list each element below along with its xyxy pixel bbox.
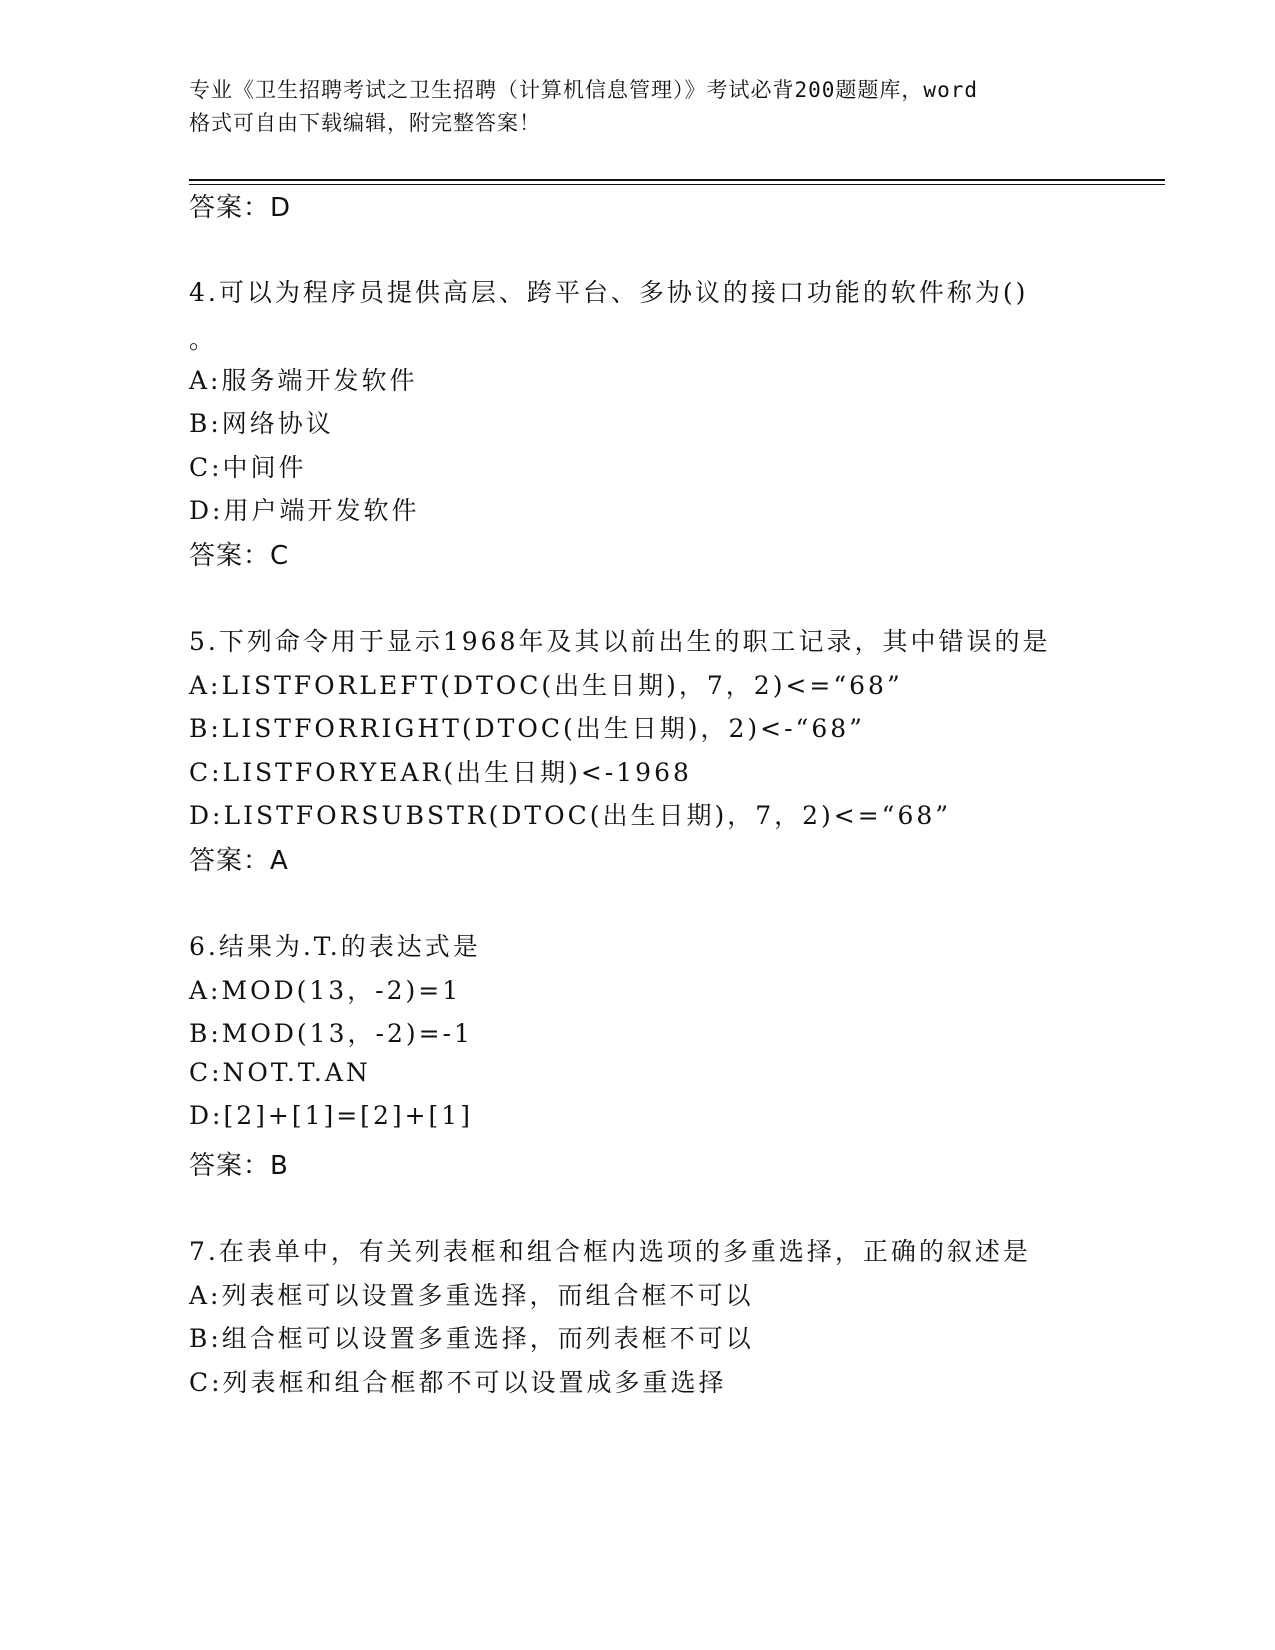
- q4-stem: 4.可以为程序员提供高层、跨平台、多协议的接口功能的软件称为(): [189, 278, 1029, 307]
- q7-option-b: B:组合框可以设置多重选择，而列表框不可以: [189, 1324, 754, 1353]
- q6-option-a: A:MOD(13，-2)=1: [189, 976, 462, 1005]
- header-line-2: 格式可自由下载编辑，附完整答案！: [189, 111, 541, 135]
- q4-option-a: A:服务端开发软件: [189, 366, 418, 395]
- header-rule-thin: [189, 184, 1165, 185]
- header-rule-thick: [189, 179, 1165, 181]
- q7-option-a: A:列表框可以设置多重选择，而组合框不可以: [189, 1281, 754, 1310]
- q5-option-d: D:LISTFORSUBSTR(DTOC(出生日期)，7，2)<=“68”: [189, 801, 952, 830]
- q4-option-d: D:用户端开发软件: [189, 496, 420, 525]
- q6-option-b: B:MOD(13，-2)=-1: [189, 1019, 473, 1048]
- q7-option-c: C:列表框和组合框都不可以设置成多重选择: [189, 1368, 727, 1397]
- q6-option-d: D:[2]+[1]=[2]+[1]: [189, 1101, 473, 1130]
- q4-option-b: B:网络协议: [189, 409, 334, 438]
- document-header: [189, 74, 1089, 140]
- q5-option-b: B:LISTFORRIGHT(DTOC(出生日期)，2)<-“68”: [189, 714, 865, 743]
- q5-option-a: A:LISTFORLEFT(DTOC(出生日期)，7，2)<=“68”: [189, 671, 903, 700]
- q4-answer: 答案：C: [189, 541, 290, 571]
- q6-option-c: C:NOT.T.AN: [189, 1058, 371, 1087]
- header-line-1: 专业《卫生招聘考试之卫生招聘（计算机信息管理）》考试必背200题题库，word: [189, 78, 978, 102]
- q5-stem: 5.下列命令用于显示1968年及其以前出生的职工记录，其中错误的是: [189, 627, 1051, 656]
- q5-option-c: C:LISTFORYEAR(出生日期)<-1968: [189, 758, 692, 787]
- q5-answer: 答案：A: [189, 846, 289, 876]
- q6-stem: 6.结果为.T.的表达式是: [189, 932, 481, 961]
- q7-stem: 7.在表单中，有关列表框和组合框内选项的多重选择，正确的叙述是: [189, 1237, 1031, 1266]
- q6-answer: 答案：B: [189, 1151, 289, 1181]
- answer-prev: 答案：D: [189, 193, 292, 223]
- q4-option-c: C:中间件: [189, 453, 307, 482]
- q4-stem-cont: 。: [189, 325, 218, 354]
